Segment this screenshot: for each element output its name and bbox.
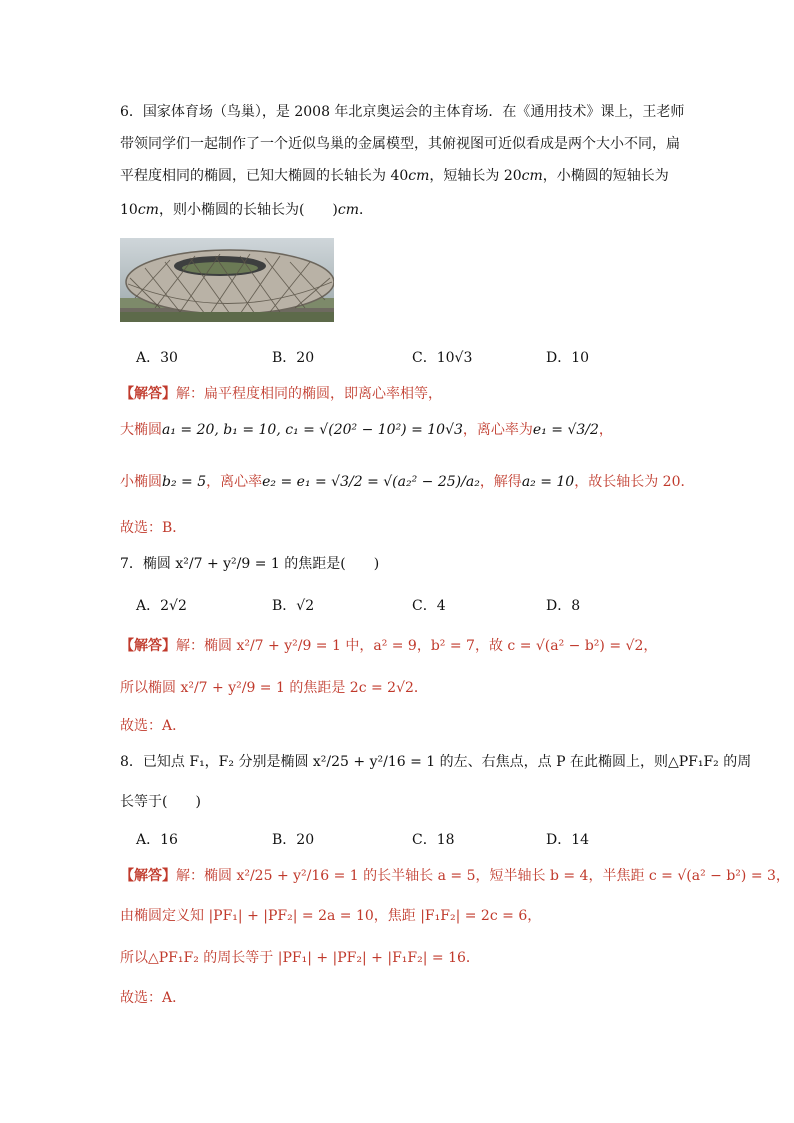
q7-choose: 故选：A．: [120, 718, 187, 734]
q6-choose: 故选：B．: [120, 520, 187, 536]
q6-option-a: A．30: [136, 350, 178, 366]
q8-option-c: C．18: [412, 832, 455, 848]
q6-option-d: D．10: [546, 350, 590, 366]
q6-stem-line-4: 10cm，则小椭圆的长轴长为( )cm．: [120, 202, 374, 218]
q8-answer-line-1: 【解答】解：椭圆 x²/25 + y²/16 = 1 的长半轴长 a = 5，短半轴长 b = 4，半焦距 c = √(a² − b²) = 3，: [120, 868, 790, 884]
q6-stem-line-2: 带领同学们一起制作了一个近似鸟巢的金属模型，其俯视图可近似看成是两个大小不同，扁: [120, 136, 680, 152]
q7-option-c: C．4: [412, 598, 446, 614]
q8-option-b: B．20: [272, 832, 315, 848]
q6-answer-line-2: 大椭圆a₁ = 20, b₁ = 10, c₁ = √(20² − 10²) = 10√3，离心率为e₁ = √3/2，: [120, 422, 613, 438]
q7-stem: 7．椭圆 x²/7 + y²/9 = 1 的焦距是( ): [120, 556, 380, 572]
q7-option-a: A．2√2: [136, 598, 187, 614]
q8-option-a: A．16: [136, 832, 178, 848]
q6-option-c: C．10√3: [412, 350, 473, 366]
q8-choose: 故选：A．: [120, 990, 187, 1006]
q8-option-d: D．14: [546, 832, 590, 848]
q7-answer-line-1: 【解答】解：椭圆 x²/7 + y²/9 = 1 中，a² = 9，b² = 7，故 c = √(a² − b²) = √2，: [120, 638, 658, 654]
q8-answer-line-2: 由椭圆定义知 |PF₁| + |PF₂| = 2a = 10，焦距 |F₁F₂| = 2c = 6，: [120, 908, 542, 924]
q7-answer-line-2: 所以椭圆 x²/7 + y²/9 = 1 的焦距是 2c = 2√2．: [120, 680, 428, 696]
q8-stem-line-1: 8．已知点 F₁，F₂ 分别是椭圆 x²/25 + y²/16 = 1 的左、右焦点，点 P 在此椭圆上，则△PF₁F₂ 的周: [120, 754, 752, 770]
q6-stem-line-3: 平程度相同的椭圆，已知大椭圆的长轴长为 40cm，短轴长为 20cm，小椭圆的短轴长为: [120, 168, 669, 184]
q8-answer-line-3: 所以△PF₁F₂ 的周长等于 |PF₁| + |PF₂| + |F₁F₂| = 16．: [120, 950, 480, 966]
q6-stem-line-1: 6．国家体育场（鸟巢），是 2008 年北京奥运会的主体育场．在《通用技术》课上，王老师: [120, 104, 685, 120]
birds-nest-stadium-photo: [120, 238, 334, 322]
q7-option-b: B．√2: [272, 598, 315, 614]
q6-option-b: B．20: [272, 350, 315, 366]
q8-stem-line-2: 长等于( ): [120, 794, 201, 810]
q6-answer-line-1: 【解答】解：扁平程度相同的椭圆，即离心率相等，: [120, 386, 442, 402]
q6-answer-line-3: 小椭圆b₂ = 5，离心率e₂ = e₁ = √3/2 = √(a₂² − 25)/a₂，解得a₂ = 10，故长轴长为 20．: [120, 474, 695, 490]
q7-option-d: D．8: [546, 598, 581, 614]
